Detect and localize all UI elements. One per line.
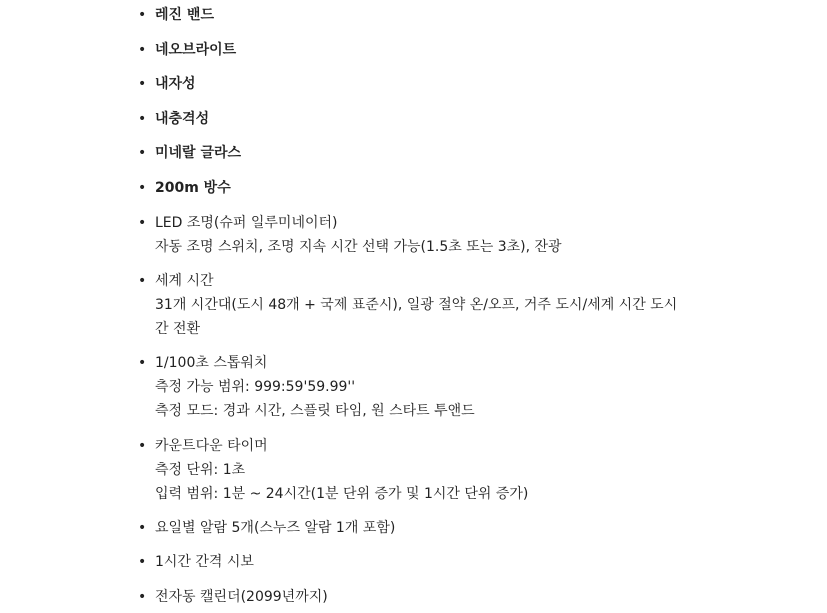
list-item [138, 550, 718, 574]
feature-title: 내자성 [155, 76, 196, 92]
feature-title: 레진 밴드 [155, 7, 214, 23]
bullet: • [138, 438, 147, 454]
feature-title: 세계 시간 [155, 273, 214, 289]
list-item [138, 434, 718, 506]
feature-detail: 측정 가능 범위: 999:59'59.99'' [155, 379, 356, 395]
bullet: • [138, 589, 147, 605]
feature-title: 카운트다운 타이머 [155, 438, 268, 454]
list-item [138, 211, 718, 259]
list-item [138, 269, 718, 341]
feature-detail: 자동 조명 스위치, 조명 지속 시간 선택 가능(1.5초 또는 3초), 잔광 [155, 239, 562, 255]
list-item [138, 516, 718, 540]
feature-title: 미네랄 글라스 [155, 145, 242, 161]
feature-detail: 31개 시간대(도시 48개 + 국제 표준시), 일광 절약 온/오프, 거주 도시/세계 시간 도시 간 전환 [155, 297, 678, 337]
feature-title: 요일별 알람 5개(스누즈 알람 1개 포함) [155, 520, 396, 536]
feature-title: 200m 방수 [155, 180, 231, 196]
feature-title: LED 조명(슈퍼 일루미네이터) [155, 215, 338, 231]
list-item [138, 107, 718, 131]
bullet: • [138, 180, 147, 196]
list-item [138, 38, 718, 62]
bullet: • [138, 7, 147, 23]
bullet: • [138, 111, 147, 127]
bullet: • [138, 215, 147, 231]
feature-detail: 측정 모드: 경과 시간, 스플릿 타임, 원 스타트 투앤드 [155, 403, 475, 419]
bullet: • [138, 42, 147, 58]
feature-title: 네오브라이트 [155, 42, 237, 58]
list-item [138, 141, 718, 165]
feature-title: 내충격성 [155, 111, 210, 127]
bullet: • [138, 76, 147, 92]
list-item [138, 72, 718, 96]
feature-detail: 측정 단위: 1초 [155, 462, 246, 478]
bullet: • [138, 355, 147, 371]
list-item [138, 351, 718, 423]
list-item [138, 3, 718, 27]
feature-title: 전자동 캘린더(2099년까지) [155, 589, 328, 605]
bullet: • [138, 554, 147, 570]
feature-detail: 입력 범위: 1분 ~ 24시간(1분 단위 증가 및 1시간 단위 증가) [155, 486, 529, 502]
bullet: • [138, 273, 147, 289]
list-item [138, 176, 718, 200]
bullet: • [138, 520, 147, 536]
feature-title: 1/100초 스톱워치 [155, 355, 268, 371]
list-item [138, 585, 718, 609]
bullet: • [138, 145, 147, 161]
feature-title: 1시간 간격 시보 [155, 554, 254, 570]
